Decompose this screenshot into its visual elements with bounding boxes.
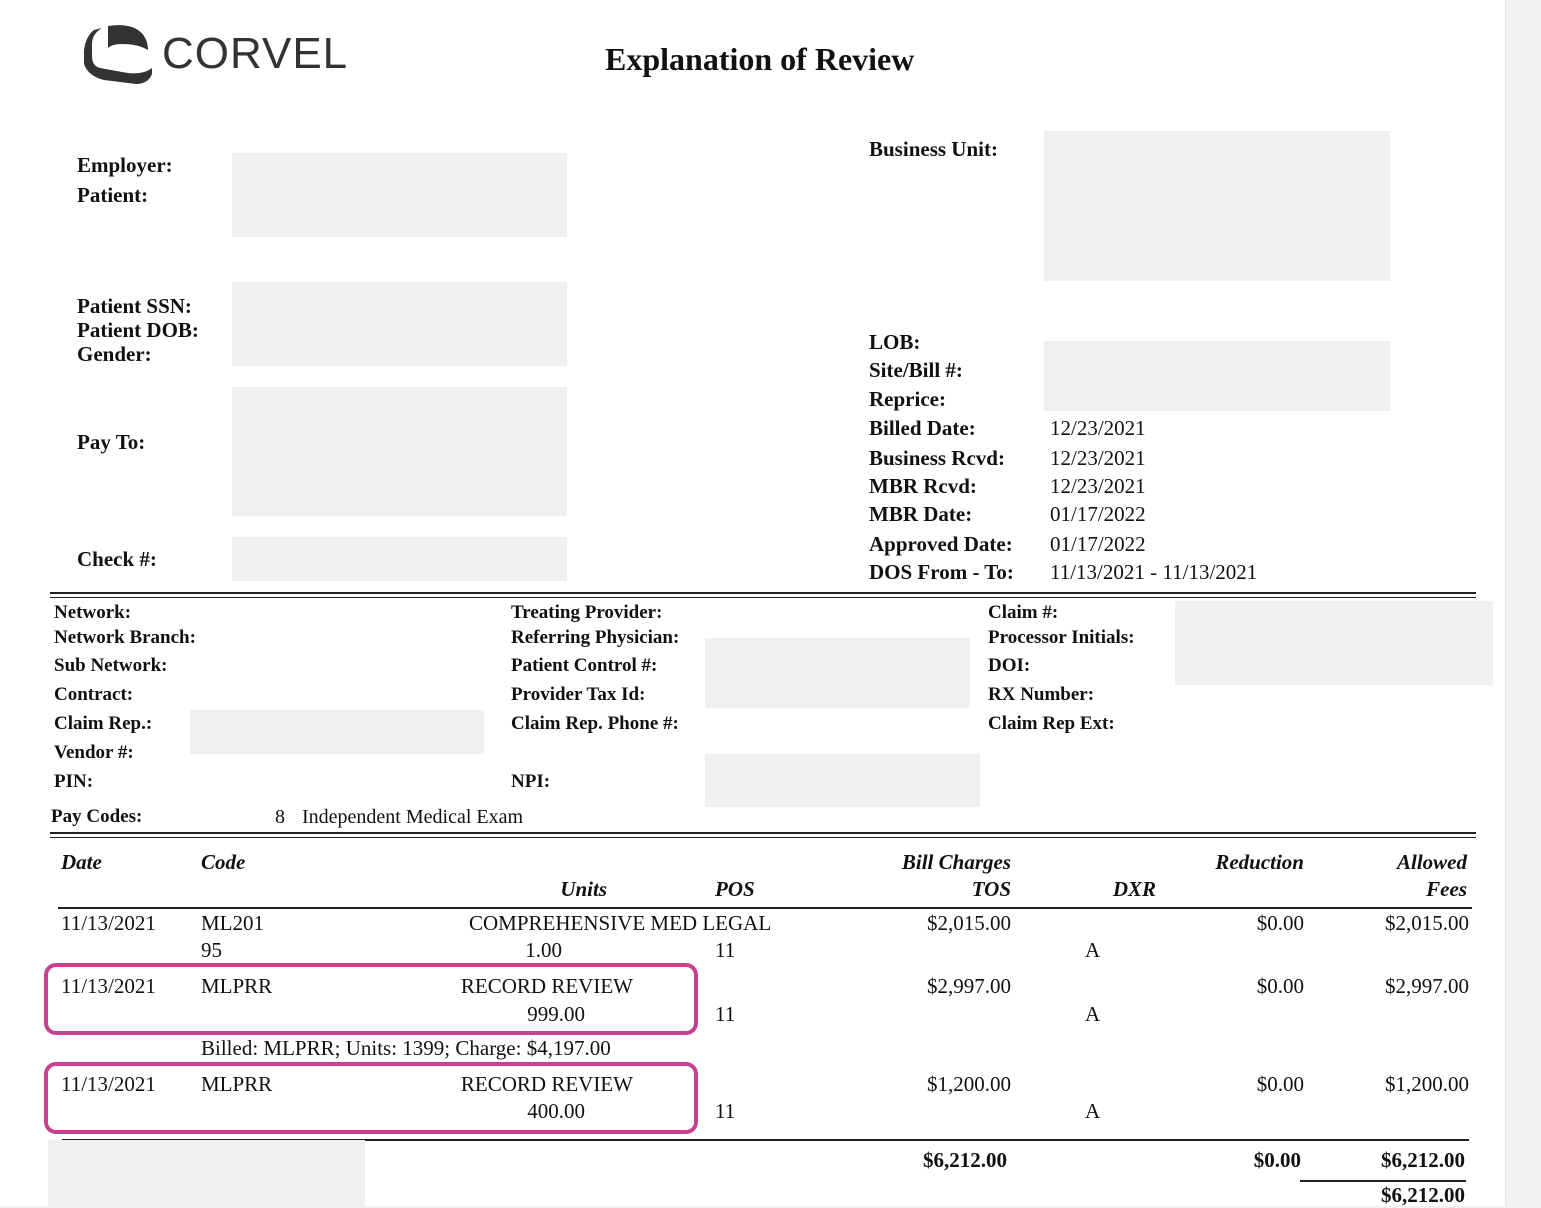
approved-date-label: Approved Date: [869, 532, 1013, 556]
header-tos: TOS [971, 877, 1011, 901]
row-code: ML201 [201, 911, 264, 935]
mbr-date-label: MBR Date: [869, 502, 973, 526]
pay-code-number: 8 [275, 806, 285, 828]
highlight-record-review-1 [44, 963, 698, 1035]
contract-label: Contract: [54, 684, 134, 705]
claim-rep-ext-label: Claim Rep Ext: [988, 713, 1115, 734]
redacted-totals-left [48, 1140, 365, 1206]
header-allowed: Allowed [1396, 850, 1467, 874]
row-description: RECORD REVIEW [460, 974, 633, 998]
row-code: MLPRR [201, 974, 273, 998]
redacted-claim-rep [190, 710, 484, 754]
total-reduction: $0.00 [1253, 1148, 1301, 1172]
corvel-logo-icon [78, 22, 156, 92]
row-description: RECORD REVIEW [460, 1072, 633, 1096]
row-code: MLPRR [201, 1072, 273, 1096]
header-pos: POS [715, 877, 755, 901]
claim-rep-label: Claim Rep.: [54, 713, 153, 734]
redacted-check [232, 537, 567, 581]
approved-date-value: 01/17/2022 [1050, 532, 1146, 556]
billed-date-label: Billed Date: [869, 416, 976, 440]
dos-label: DOS From - To: [869, 560, 1014, 584]
referring-physician-label: Referring Physician: [511, 627, 680, 648]
grand-total: $6,212.00 [1381, 1183, 1465, 1207]
pay-to-label: Pay To: [77, 430, 146, 454]
claim-number-label: Claim #: [988, 602, 1059, 623]
row-pos: 11 [715, 1099, 736, 1123]
patient-label: Patient: [77, 183, 149, 207]
header-fees: Fees [1426, 877, 1467, 901]
patient-ssn-label: Patient SSN: [77, 294, 192, 318]
lob-label: LOB: [869, 330, 921, 354]
row-description: COMPREHENSIVE MED LEGAL [469, 911, 772, 935]
row-date: 11/13/2021 [61, 911, 156, 935]
row-reduction: $0.00 [1256, 911, 1304, 935]
employer-label: Employer: [77, 153, 173, 177]
row-allowed: $2,015.00 [1385, 911, 1469, 935]
site-bill-label: Site/Bill #: [869, 358, 963, 382]
total-bill-charges: $6,212.00 [923, 1148, 1007, 1172]
processor-initials-label: Processor Initials: [988, 627, 1135, 648]
row-bill-charge: $1,200.00 [927, 1072, 1011, 1096]
mbr-rcvd-label: MBR Rcvd: [869, 474, 977, 498]
row-billed-note: Billed: MLPRR; Units: 1399; Charge: $4,197.00 [201, 1036, 611, 1060]
row-units: 400.00 [527, 1099, 585, 1123]
business-rcvd-value: 12/23/2021 [1050, 446, 1146, 470]
row-allowed: $2,997.00 [1385, 974, 1469, 998]
redacted-npi [705, 754, 980, 807]
total-allowed: $6,212.00 [1381, 1148, 1465, 1172]
highlight-record-review-2 [44, 1062, 698, 1134]
mbr-rcvd-value: 12/23/2021 [1050, 474, 1146, 498]
redacted-employer-patient [232, 153, 567, 237]
row-pos: 11 [715, 938, 736, 962]
row-units: 1.00 [525, 938, 562, 962]
dos-value: 11/13/2021 - 11/13/2021 [1050, 560, 1258, 584]
claim-rep-phone-label: Claim Rep. Phone #: [511, 713, 679, 734]
npi-label: NPI: [511, 771, 551, 792]
mbr-date-value: 01/17/2022 [1050, 502, 1146, 526]
redacted-lob-site [1044, 341, 1390, 411]
pin-label: PIN: [54, 771, 94, 792]
pay-code-description: Independent Medical Exam [302, 806, 524, 828]
treating-provider-label: Treating Provider: [511, 602, 663, 623]
row-bill-charge: $2,997.00 [927, 974, 1011, 998]
row-allowed: $1,200.00 [1385, 1072, 1469, 1096]
row-dxr: A [1085, 938, 1101, 962]
row-reduction: $0.00 [1256, 1072, 1304, 1096]
corvel-logo [78, 22, 358, 92]
redacted-provider-info [705, 638, 970, 708]
pay-codes-label: Pay Codes: [51, 806, 143, 827]
row-pos: 11 [715, 1002, 736, 1026]
provider-tax-id-label: Provider Tax Id: [511, 684, 646, 705]
network-label: Network: [54, 602, 132, 623]
billed-date-value: 12/23/2021 [1050, 416, 1146, 440]
row-reduction: $0.00 [1256, 974, 1304, 998]
divider-top-2 [50, 597, 1476, 598]
vendor-label: Vendor #: [54, 742, 134, 763]
divider-mid [50, 832, 1476, 834]
sub-network-label: Sub Network: [54, 655, 168, 676]
header-units: Units [560, 877, 607, 901]
divider-top [50, 592, 1476, 594]
header-reduction: Reduction [1215, 850, 1304, 874]
header-dxr: DXR [1112, 877, 1156, 901]
row-code-continued: 95 [201, 938, 222, 962]
brand-name: CORVEL [162, 29, 349, 78]
rx-number-label: RX Number: [988, 684, 1095, 705]
redacted-claim-info [1175, 601, 1493, 685]
document-title: Explanation of Review [605, 41, 915, 77]
row-dxr: A [1085, 1099, 1101, 1123]
header-bill-charges: Bill Charges [901, 850, 1011, 874]
table-header-rule [58, 907, 1472, 909]
redacted-business-unit [1044, 131, 1390, 281]
row-bill-charge: $2,015.00 [927, 911, 1011, 935]
redacted-ssn-dob [232, 282, 567, 366]
redacted-pay-to [232, 387, 567, 516]
reprice-label: Reprice: [869, 387, 946, 411]
patient-dob-label: Patient DOB: [77, 318, 199, 342]
divider-mid-2 [50, 837, 1476, 838]
patient-control-label: Patient Control #: [511, 655, 658, 676]
row-date: 11/13/2021 [61, 1072, 156, 1096]
doi-label: DOI: [988, 655, 1031, 676]
gender-label: Gender: [77, 342, 152, 366]
header-code: Code [201, 850, 246, 874]
network-branch-label: Network Branch: [54, 627, 196, 648]
header-date: Date [61, 850, 102, 874]
row-date: 11/13/2021 [61, 974, 156, 998]
business-unit-label: Business Unit: [869, 137, 998, 161]
row-dxr: A [1085, 1002, 1101, 1026]
check-label: Check #: [77, 547, 157, 571]
business-rcvd-label: Business Rcvd: [869, 446, 1005, 470]
row-units: 999.00 [527, 1002, 585, 1026]
